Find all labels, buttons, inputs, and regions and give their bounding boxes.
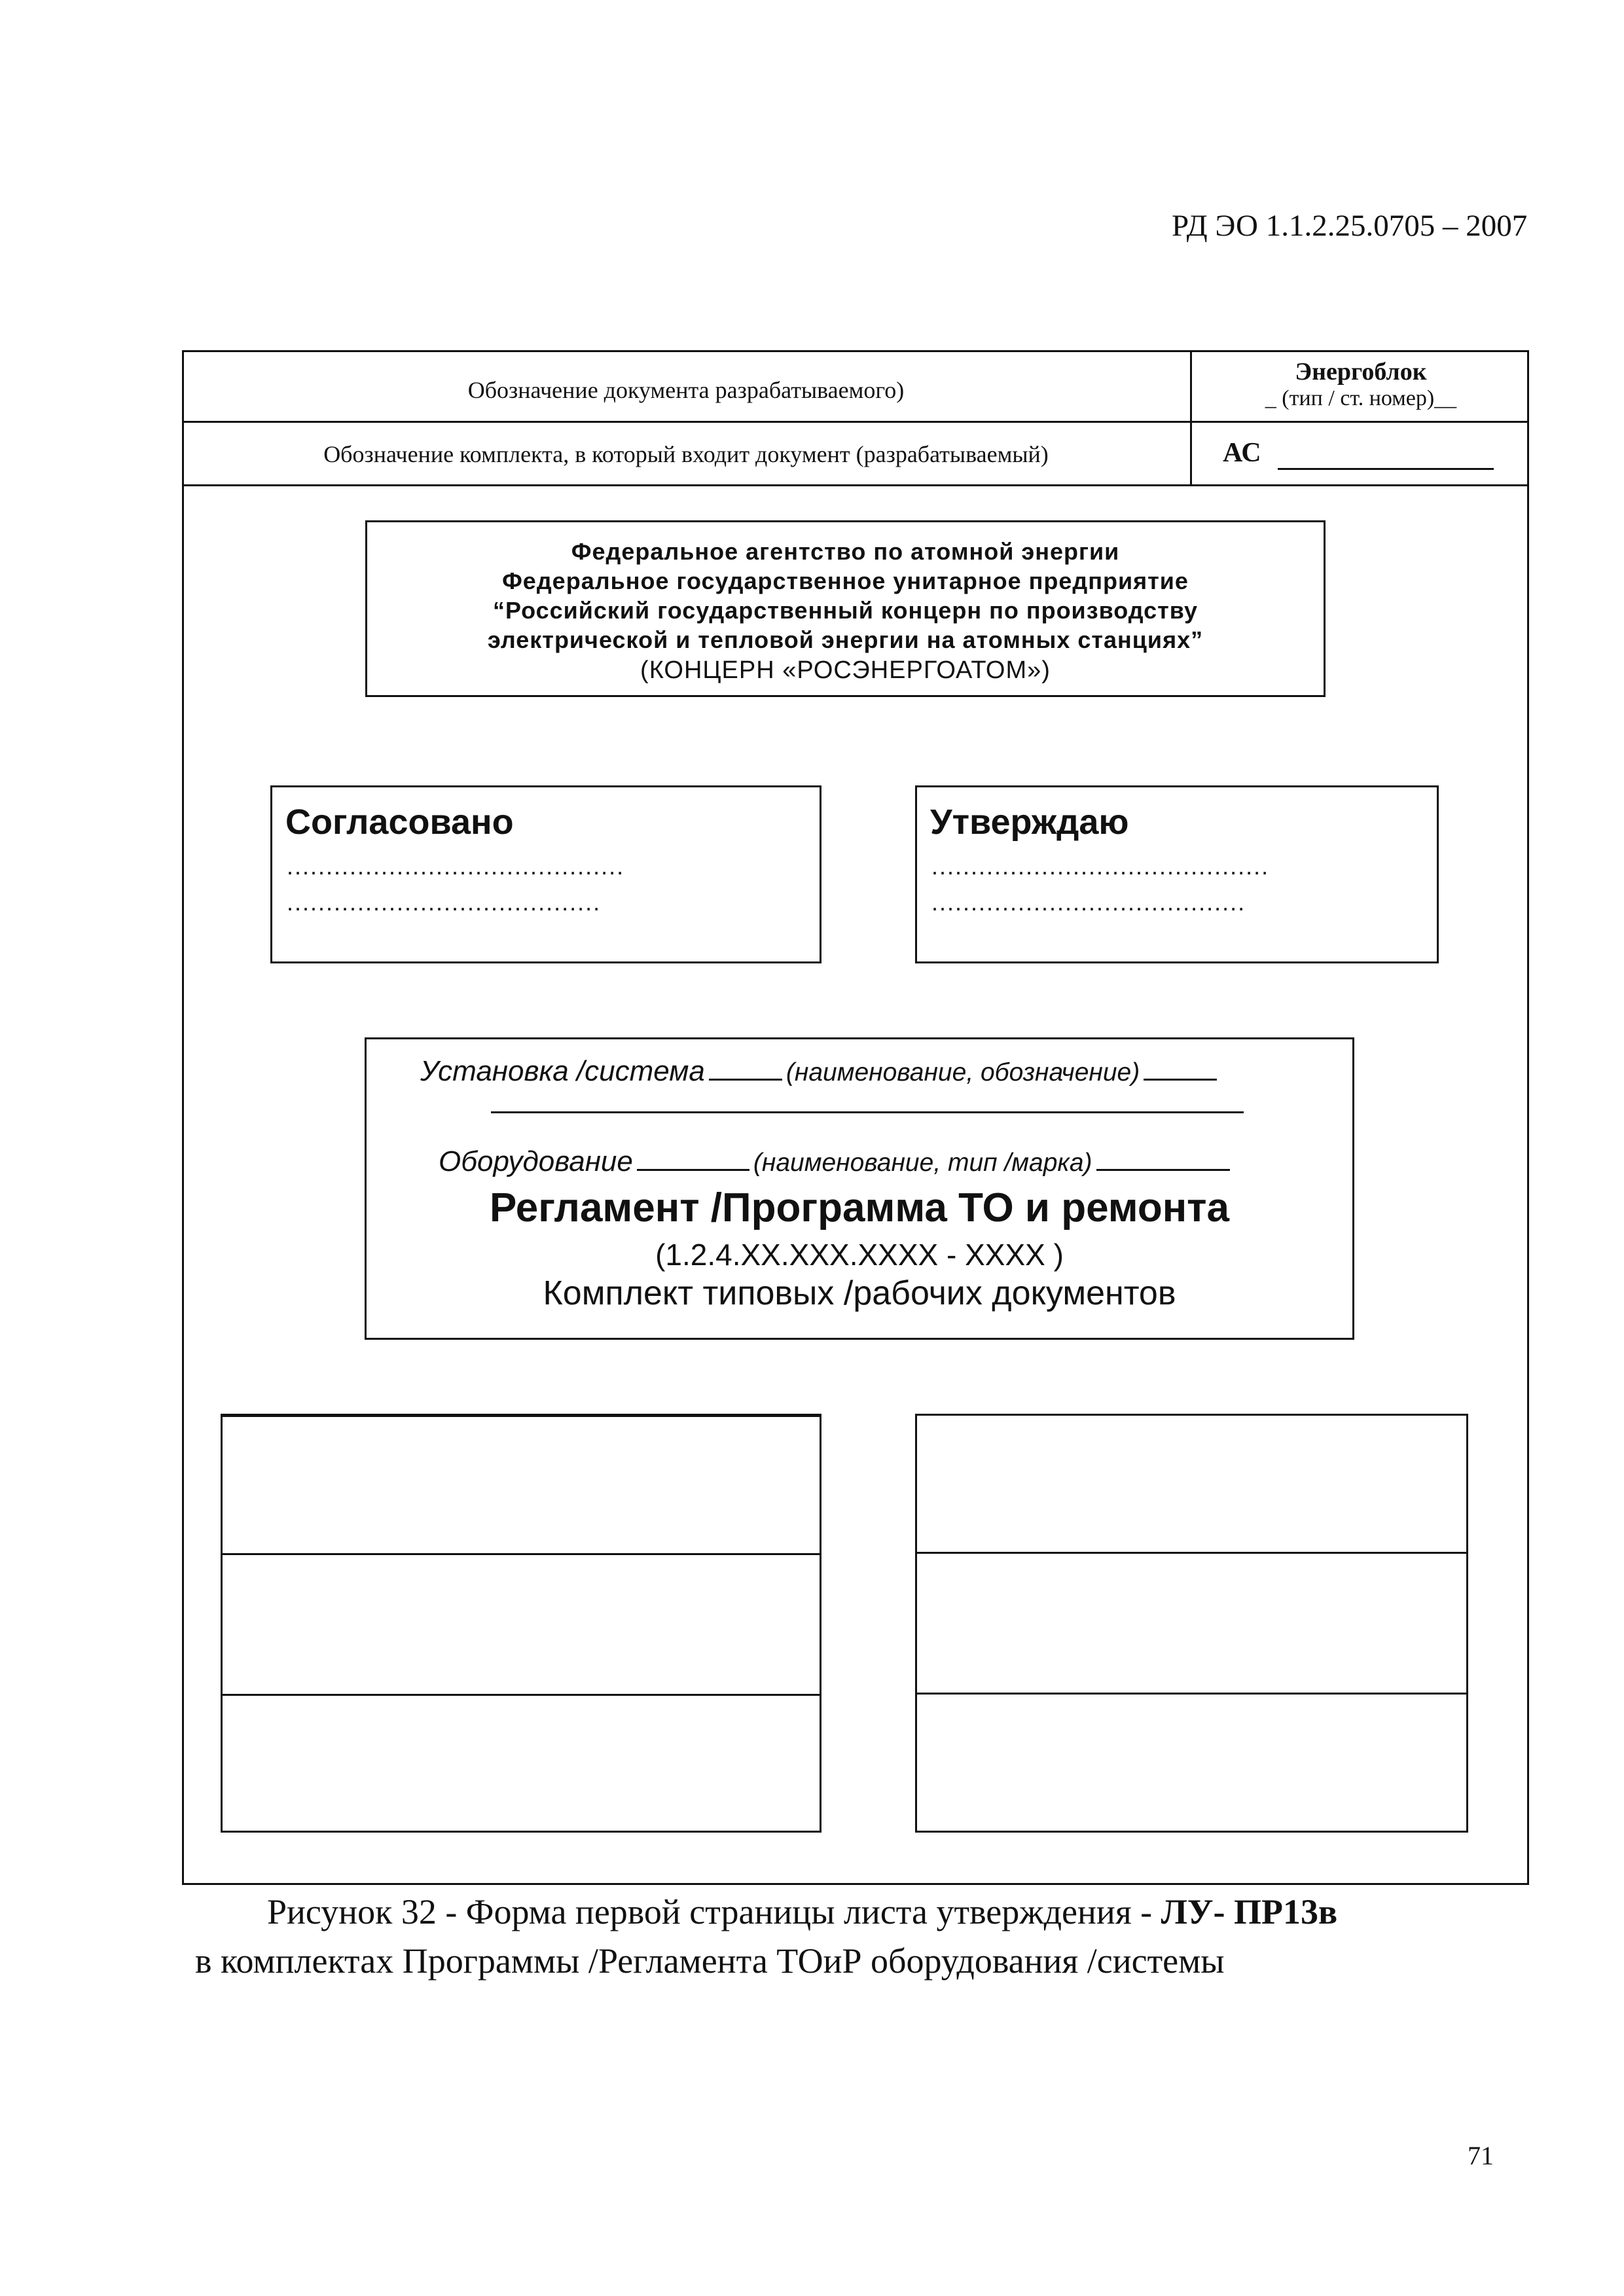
table-row-divider: [223, 1694, 820, 1696]
agreed-dots-2: ........................................: [287, 889, 602, 916]
table-row-divider: [223, 1553, 820, 1555]
system-blank-2: [1144, 1052, 1217, 1081]
agreed-dots-1: ...........................................: [287, 853, 625, 880]
signature-table-right: [915, 1414, 1468, 1833]
org-line-5: (КОНЦЕРН «РОСЭНЕРГОАТОМ»): [640, 656, 1051, 684]
approve-title: Утверждаю: [930, 802, 1129, 842]
approve-box: [915, 785, 1439, 963]
org-line-4: электрической и тепловой энергии на атомных станциях”: [487, 626, 1204, 653]
system-line: [420, 1052, 1221, 1088]
document-designation-field: Обозначение документа разрабатываемого): [467, 377, 905, 403]
figure-caption-line-2: в комплектах Программы /Регламента ТОиР оборудования /системы: [195, 1941, 1225, 1981]
header-divider-2: [182, 484, 1529, 486]
approve-dots-1: ...........................................: [931, 853, 1270, 880]
equipment-blank-2: [1096, 1143, 1230, 1171]
equipment-box: [365, 1037, 1354, 1340]
regulation-title: Регламент /Программа ТО и ремонта: [489, 1185, 1230, 1230]
power-unit-label: Энергоблок: [1295, 358, 1427, 386]
equipment-blank: [637, 1143, 749, 1171]
system-hint: (наименование, обозначение): [785, 1058, 1140, 1086]
as-blank-line: [1278, 468, 1494, 470]
caption-form-code: ЛУ- ПР13в: [1161, 1892, 1338, 1931]
agreed-title: Согласовано: [285, 802, 514, 842]
table-row-divider: [917, 1552, 1466, 1554]
org-line-3: “Российский государственный концерн по производству: [492, 597, 1199, 624]
equipment-line: [439, 1143, 1234, 1178]
document-code: РД ЭО 1.1.2.25.0705 – 2007: [1172, 209, 1528, 243]
caption-text: Рисунок 32 - Форма первой страницы листа утверждения -: [267, 1892, 1161, 1931]
agreed-box: [270, 785, 821, 963]
regulation-code: (1.2.4.XX.XXX.XXXX - XXXX ): [655, 1238, 1064, 1272]
page-number: 71: [1468, 2141, 1494, 2170]
approve-dots-2: ........................................: [931, 889, 1246, 916]
organization-box: [365, 520, 1326, 697]
system-blank: [709, 1052, 782, 1081]
signature-table-left: [221, 1414, 821, 1833]
system-label: Установка /система: [420, 1055, 705, 1087]
system-continuation-line: [491, 1111, 1244, 1113]
equipment-hint: (наименование, тип /марка): [753, 1149, 1092, 1177]
org-line-2: Федеральное государственное унитарное предприятие: [502, 567, 1189, 594]
table-row-divider: [917, 1693, 1466, 1695]
figure-caption-line-1: [267, 1892, 1337, 1932]
set-designation-field: Обозначение комплекта, в который входит документ (разрабатываемый): [323, 441, 1049, 467]
equipment-label: Оборудование: [439, 1145, 633, 1177]
power-unit-sublabel: _ (тип / ст. номер)__: [1265, 386, 1457, 410]
document-set-label: Комплект типовых /рабочих документов: [543, 1274, 1176, 1312]
header-column-divider: [1190, 350, 1192, 486]
as-label: АС: [1223, 438, 1261, 468]
org-line-1: Федеральное агентство по атомной энергии: [571, 538, 1120, 565]
